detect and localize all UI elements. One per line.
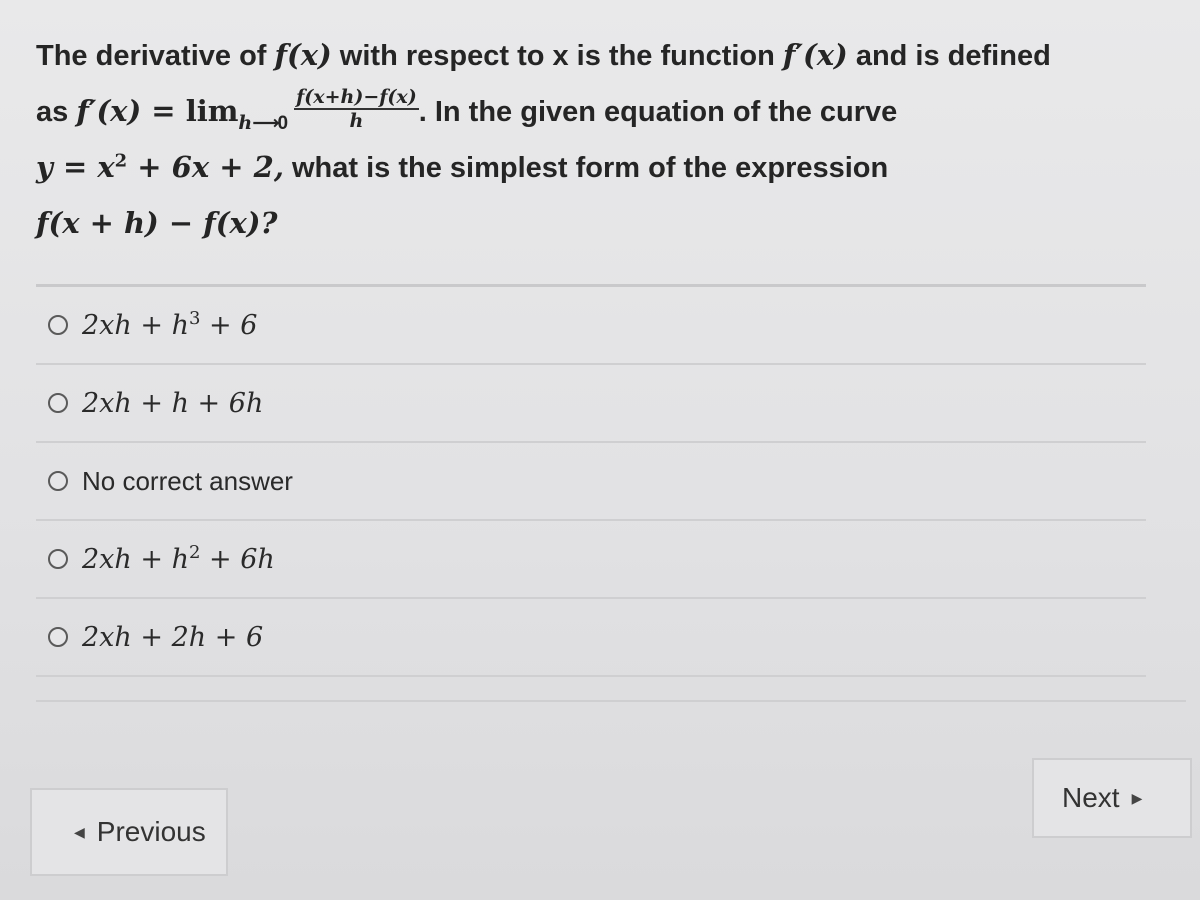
question-text-segment: and is defined xyxy=(847,40,1051,72)
question-text-segment: The derivative of xyxy=(36,40,275,72)
option-text-tail: + 6 xyxy=(200,309,258,341)
fraction-denominator: h xyxy=(349,110,364,133)
fraction-numerator: f(x+h)−f(x) xyxy=(296,86,417,109)
option-label xyxy=(82,622,263,653)
question-line-2 xyxy=(36,84,1156,140)
math-lim-subscript: h xyxy=(238,112,253,134)
question-text xyxy=(36,28,1156,252)
option-text: 2xh + h xyxy=(82,543,189,575)
option-label xyxy=(82,307,258,341)
math-equals: = xyxy=(52,150,98,184)
answer-option-2[interactable] xyxy=(36,365,1146,443)
answer-options xyxy=(36,284,1146,677)
previous-label: Previous xyxy=(96,816,206,847)
math-equals: = xyxy=(141,94,186,128)
answer-option-1[interactable] xyxy=(36,287,1146,365)
option-text-tail: + 6h xyxy=(200,543,275,575)
previous-button[interactable] xyxy=(30,788,228,876)
math-fx: f(x) xyxy=(274,38,332,72)
question-text-segment: as xyxy=(36,96,77,128)
question-line-4 xyxy=(36,196,1156,252)
divider xyxy=(36,700,1186,702)
radio-button-icon[interactable] xyxy=(48,549,68,569)
option-exponent: 2 xyxy=(188,541,201,563)
answer-option-5[interactable] xyxy=(36,599,1146,677)
next-label: Next xyxy=(1062,782,1120,813)
triangle-right-icon: ▶ xyxy=(1131,789,1143,806)
arrow-icon: ⟶0 xyxy=(252,113,287,134)
math-expression: f(x + h) − f(x)? xyxy=(36,206,278,240)
answer-option-3[interactable] xyxy=(36,443,1146,521)
radio-button-icon[interactable] xyxy=(48,393,68,413)
option-text: 2xh + h + 6h xyxy=(82,387,264,419)
question-text-segment: with respect to x is the function xyxy=(331,40,783,72)
radio-button-icon[interactable] xyxy=(48,471,68,491)
math-y: y xyxy=(36,150,53,184)
option-exponent: 3 xyxy=(188,307,201,329)
radio-button-icon[interactable] xyxy=(48,315,68,335)
math-exponent: 2 xyxy=(114,150,128,172)
triangle-left-icon: ◀ xyxy=(74,823,85,840)
option-text: 2xh + h xyxy=(82,309,189,341)
option-label xyxy=(82,388,263,419)
radio-button-icon[interactable] xyxy=(48,627,68,647)
question-text-segment: what is the simplest form of the expression xyxy=(283,152,889,184)
question-text-segment: . In the given equation of the curve xyxy=(418,96,898,128)
option-label xyxy=(82,541,275,575)
answer-option-4[interactable] xyxy=(36,521,1146,599)
question-line-1 xyxy=(36,28,1156,84)
math-lim: lim xyxy=(185,94,239,128)
math-curve-rest: + 6x + 2, xyxy=(127,150,284,184)
difference-quotient xyxy=(294,86,419,132)
math-x: x xyxy=(97,150,115,184)
question-line-3 xyxy=(36,140,1156,196)
option-label: No correct answer xyxy=(82,465,293,496)
math-fprime-x: f′(x) xyxy=(782,38,848,72)
option-text: 2xh + 2h + 6 xyxy=(82,621,264,653)
next-button[interactable] xyxy=(1032,758,1192,838)
math-fprime-x: f′(x) xyxy=(76,94,142,128)
